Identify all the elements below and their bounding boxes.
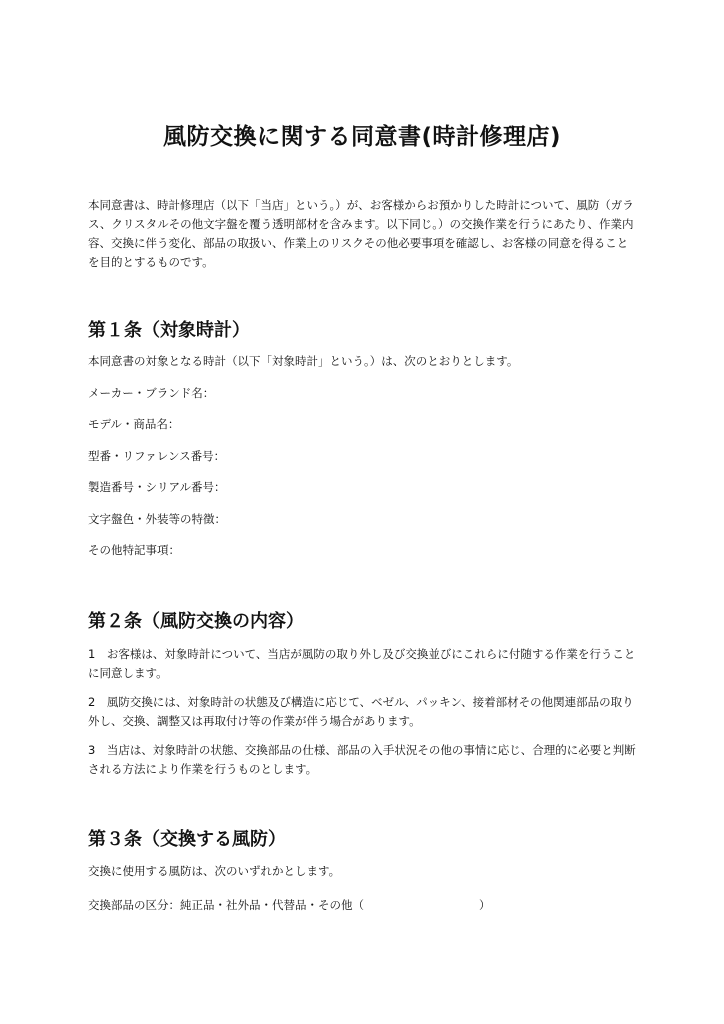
field-reference-number: 型番・リファレンス番号： bbox=[88, 449, 226, 463]
field-maker-brand: メーカー・ブランド名： bbox=[88, 386, 215, 400]
document-title: 風防交換に関する同意書(時計修理店) bbox=[162, 124, 562, 150]
article-2-item-2: 2 風防交換には、対象時計の状態及び構造に応じて、ベゼル、パッキン、接着部材その他関連部品の取り外し、交換、調整又は再取付け等の作業が伴う場合があります。 bbox=[88, 695, 634, 728]
article-1-lead: 本同意書の対象となる時計（以下「対象時計」という。）は、次のとおりとします。 bbox=[88, 354, 519, 368]
article-1-heading: 第１条（対象時計） bbox=[88, 320, 250, 341]
article-3-lead: 交換に使用する風防は、次のいずれかとします。 bbox=[88, 864, 341, 878]
field-dial-features: 文字盤色・外装等の特徴： bbox=[88, 512, 226, 526]
article-2-item-1: 1 お客様は、対象時計について、当店が風防の取り外し及び交換並びにこれらに付随する作業を行うことに同意します。 bbox=[88, 647, 636, 680]
parts-category-line: 交換部品の区分：純正品・社外品・代替品・その他（ ） bbox=[88, 898, 491, 912]
field-special-notes: その他特記事項： bbox=[88, 543, 180, 557]
field-serial-number: 製造番号・シリアル番号： bbox=[88, 480, 226, 494]
article-3-heading: 第３条（交換する風防） bbox=[88, 829, 286, 850]
field-model-name: モデル・商品名： bbox=[88, 417, 180, 431]
article-2-heading: 第２条（風防交換の内容） bbox=[88, 611, 304, 632]
article-2-item-3: 3 当店は、対象時計の状態、交換部品の仕様、部品の入手状況その他の事情に応じ、合理的に必要と判断される方法により作業を行うものとします。 bbox=[88, 743, 636, 776]
intro-paragraph: 本同意書は、時計修理店（以下「当店」という。）が、お客様からお預かりした時計について、風防（ガラス、クリスタルその他文字盤を覆う透明部材を含みます。以下同じ。）の交換作業を行うにあたり、作業内容、交換に伴う変化、部品の取扱い、作業上のリスクその他必要事項を確認し、お客様の同意を得ることを目的とするものです。 bbox=[88, 198, 634, 269]
